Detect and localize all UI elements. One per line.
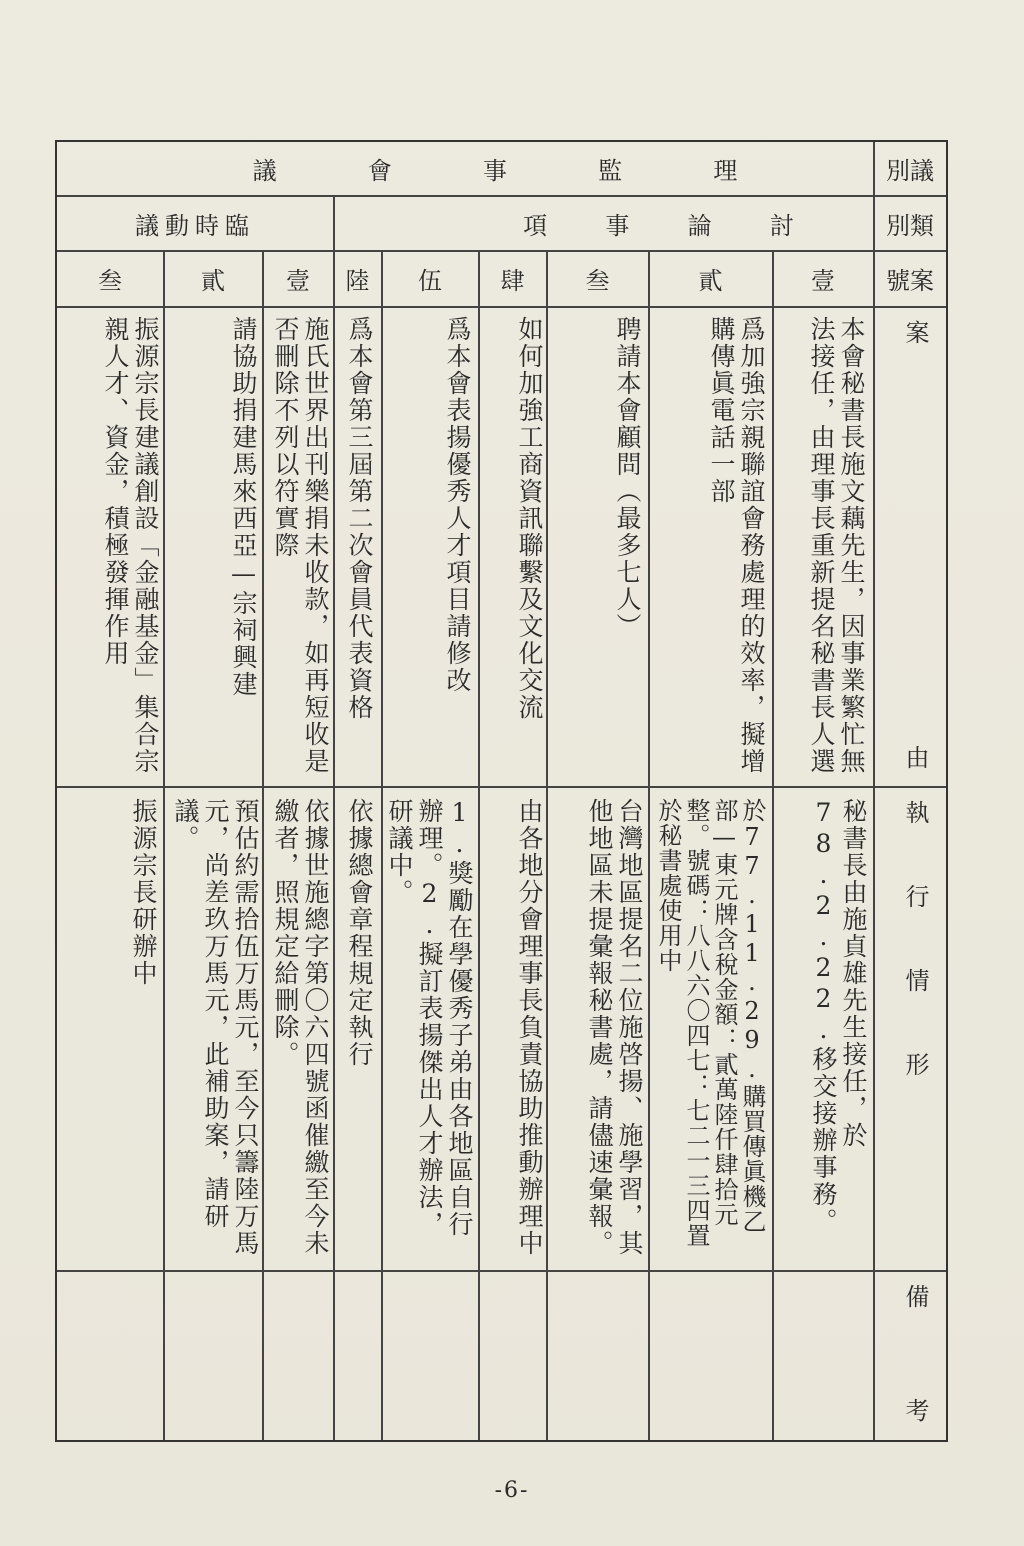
category-discussion: [334, 196, 873, 250]
execution-case-3: 台灣地區提名二位施啓揚、施學習，其他地區未提彙報秘書處，請儘速彙報。: [585, 798, 644, 1257]
execution-case-7: 依據世施總字第〇六四號函催繳至今未繳者，照規定給刪除。: [271, 798, 330, 1257]
category-label: 別類: [886, 211, 934, 240]
subject-case-4: 如何加強工商資訊聯繫及文化交流: [515, 316, 544, 721]
council-char: 事: [482, 157, 507, 185]
execution-case-5: 1.獎勵在學優秀子弟由各地區自行辦理。2.擬訂表揚傑出人才辦法，研議中。: [385, 798, 474, 1238]
execution-label: 執 行 情 形: [901, 800, 929, 1094]
execution-case-4: 由各地分會理事長負責協助推動辦理中: [515, 798, 544, 1257]
row-divider: [57, 786, 946, 788]
council-label: 別議: [886, 157, 934, 185]
execution-case-6: 依據總會章程規定執行: [345, 798, 374, 1068]
case-number: 叁: [585, 267, 610, 295]
col-divider: [772, 251, 774, 1440]
col-divider: [333, 306, 335, 1440]
row-divider: [57, 1270, 946, 1272]
case-number: 伍: [418, 267, 442, 295]
subject-case-2: 爲加強宗親聯誼會務處理的效率，擬增購傳眞電話一部: [707, 316, 766, 775]
case-number: 壹: [811, 267, 835, 295]
subject-case-1: 本會秘書長施文藕先生，因事業繁忙無法接任，由理事長重新提名秘書長人選: [807, 316, 866, 775]
subject-case-3: 聘請本會顧問（最多七人）: [613, 316, 642, 640]
execution-case-2: 於77.11.29.購買傳眞機乙部—東元牌含稅金額：貳萬陸仟肆拾元整。號碼：八八六〇四七：七二一三四置於秘書處使用中: [654, 798, 766, 1248]
category-char: 事: [605, 211, 630, 240]
subject-case-6: 爲本會第三屆第二次會員代表資格: [345, 316, 374, 721]
case-number: 壹: [286, 267, 310, 295]
col-divider: [873, 142, 875, 1440]
case-number: 陸: [345, 267, 370, 295]
subject-case-9: 振源宗長建議創設「金融基金」集合宗親人才、資金，積極發揮作用: [101, 316, 160, 775]
row-divider: [57, 306, 946, 308]
execution-case-1: 秘書長由施貞雄先生接任，於78.2.22.移交接辦事務。: [809, 798, 868, 1235]
council-char: 理: [713, 157, 738, 185]
remarks-label-top: 備: [901, 1284, 929, 1312]
subject-case-7: 施氏世界出刊樂捐未收款，如再短收是否刪除不列以符實際: [271, 316, 330, 775]
subject-label-top: 案: [901, 320, 929, 348]
page-number: -6-: [494, 1478, 530, 1503]
case-number: 叁: [98, 267, 122, 295]
col-divider: [478, 251, 480, 1440]
subject-case-5: 爲本會表揚優秀人才項目請修改: [443, 316, 472, 694]
subject-label-bottom: 由: [901, 745, 929, 773]
subject-case-8: 請協助捐建馬來西亞—宗祠興建: [229, 316, 258, 698]
execution-case-9: 振源宗長研辦中: [129, 798, 158, 987]
council-char: 監: [598, 157, 623, 185]
category-char: 項: [523, 211, 548, 240]
col-divider: [381, 251, 383, 1440]
case-number: 肆: [500, 267, 525, 295]
col-divider: [262, 251, 264, 1440]
case-number: 貳: [698, 267, 723, 295]
category-char: 論: [687, 211, 712, 240]
category-temporary: 議動時臨: [135, 211, 255, 240]
category-char: 討: [769, 211, 794, 240]
execution-case-8: 預估約需拾伍万馬元，至今只籌陸万馬元，尚差玖万馬元，此補助案，請研議。: [171, 798, 260, 1257]
case-label: 號案: [886, 267, 934, 295]
col-divider: [163, 251, 165, 1440]
council-header: [57, 142, 873, 195]
col-divider: [546, 251, 548, 1440]
council-char: 會: [367, 157, 392, 185]
col-divider: [648, 251, 650, 1440]
remarks-label-bottom: 考: [901, 1398, 929, 1426]
council-char: 議: [252, 157, 277, 185]
case-number: 貳: [201, 267, 225, 295]
